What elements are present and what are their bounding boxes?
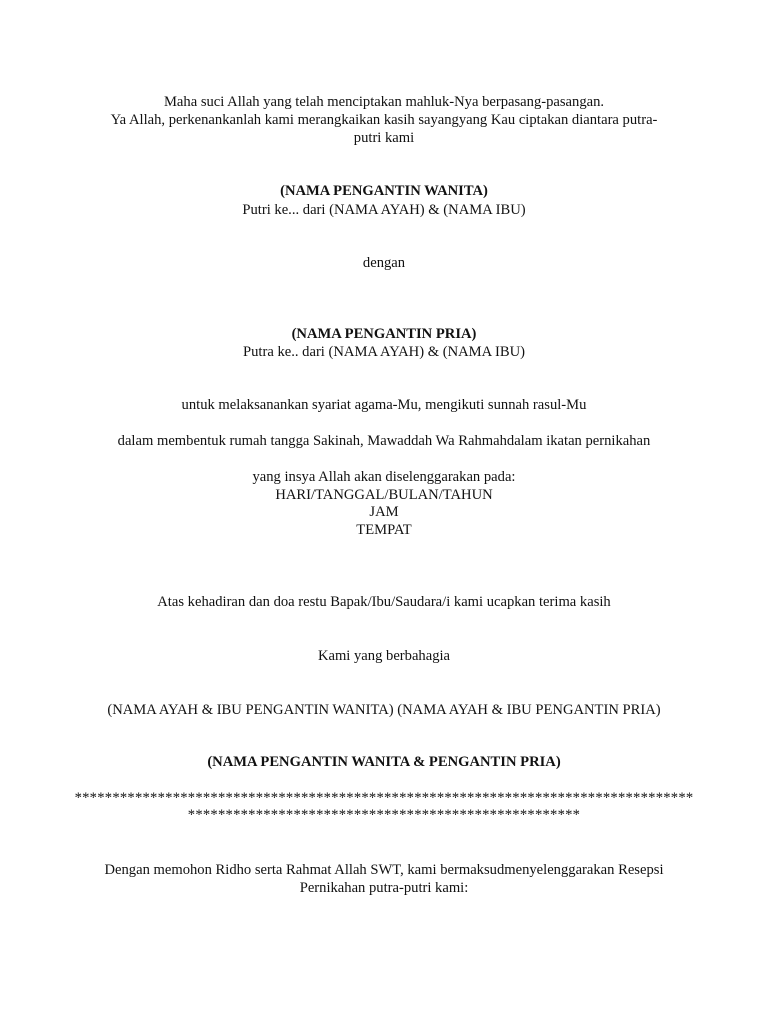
purpose-line-2: dalam membentuk rumah tangga Sakinah, Mawaddah Wa Rahmahdalam ikatan pernikahan	[117, 433, 651, 449]
event-place: TEMPAT	[356, 522, 412, 538]
separator-line-2: ****************************************************	[187, 807, 581, 823]
groom-parents: Putra ke.. dari (NAMA AYAH) & (NAMA IBU)	[243, 344, 525, 360]
separator-line-1: **********************************************************************************	[74, 790, 694, 806]
reception-line-1: Dengan memohon Ridho serta Rahmat Allah SWT, kami bermaksudmenyelenggarakan Resepsi	[104, 862, 664, 878]
reception-line-2: Pernikahan putra-putri kami:	[299, 880, 469, 896]
opening-line-3: putri kami	[353, 130, 415, 146]
bride-name: (NAMA PENGANTIN WANITA)	[280, 183, 488, 199]
connector-text: dengan	[362, 255, 406, 271]
signoff-text: Kami yang berbahagia	[317, 648, 451, 664]
event-intro: yang insya Allah akan diselenggarakan pada:	[252, 469, 516, 485]
parents-names: (NAMA AYAH & IBU PENGANTIN WANITA) (NAMA AYAH & IBU PENGANTIN PRIA)	[107, 702, 661, 718]
bride-parents: Putri ke... dari (NAMA AYAH) & (NAMA IBU)	[242, 202, 526, 218]
opening-line-1: Maha suci Allah yang telah menciptakan mahluk-Nya berpasang-pasangan.	[163, 94, 605, 110]
event-time: JAM	[369, 504, 399, 520]
couple-names: (NAMA PENGANTIN WANITA & PENGANTIN PRIA)	[207, 754, 561, 770]
event-date: HARI/TANGGAL/BULAN/TAHUN	[275, 487, 493, 503]
purpose-line-1: untuk melaksanankan syariat agama-Mu, mengikuti sunnah rasul-Mu	[181, 397, 587, 413]
thanks-text: Atas kehadiran dan doa restu Bapak/Ibu/Saudara/i kami ucapkan terima kasih	[157, 594, 611, 610]
opening-line-2: Ya Allah, perkenankanlah kami merangkaikan kasih sayangyang Kau ciptakan diantara putra-	[110, 112, 658, 128]
groom-name: (NAMA PENGANTIN PRIA)	[291, 326, 477, 342]
